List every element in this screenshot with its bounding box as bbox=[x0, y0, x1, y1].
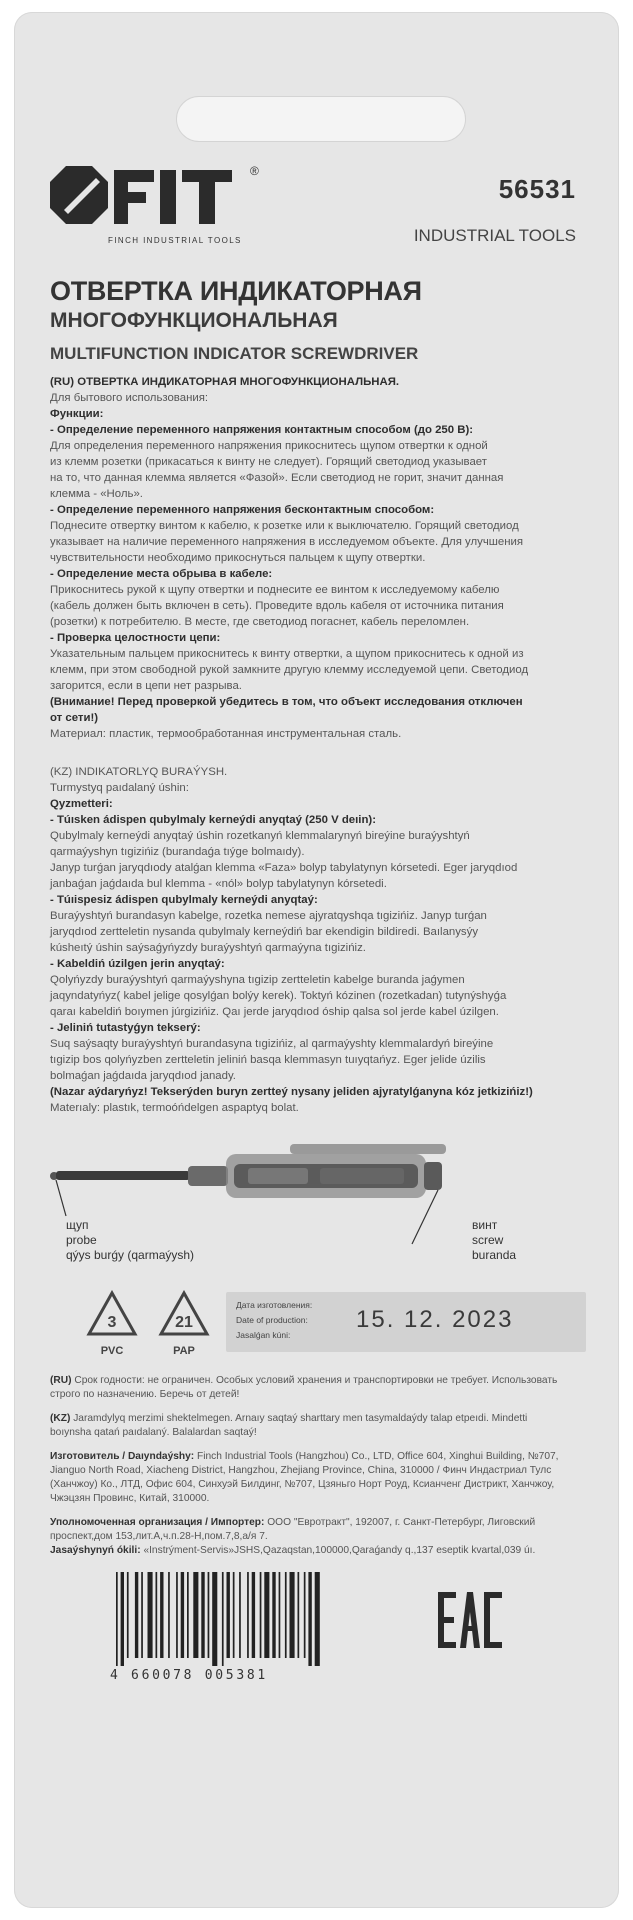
product-code: 56531 bbox=[498, 174, 576, 204]
ru-text-line: (розетки) к потребителю. В месте, где светодиод погаснет, кабель переломлен. bbox=[50, 616, 470, 628]
ru-text-line: - Проверка целостности цепи: bbox=[50, 632, 221, 644]
kz-text-line: (KZ) INDIKATORLYQ BURAÝYSH. bbox=[50, 766, 228, 778]
ru-text-line: - Определение переменного напряжения контактным способом (до 250 В): bbox=[50, 424, 474, 436]
ru-text-line: - Определение места обрыва в кабеле: bbox=[50, 568, 273, 580]
marking-row bbox=[50, 1284, 590, 1374]
ru-text-line: Прикоснитесь рукой к щупу отвертки и поднесите ее винтом к исследуемому кабелю bbox=[50, 584, 500, 596]
brand-tagline: INDUSTRIAL TOOLS bbox=[413, 226, 576, 245]
eac-mark bbox=[438, 1590, 502, 1652]
kz-text-line: Materıaly: plastık, termoóńdelgen aspaptyq bolat. bbox=[50, 1102, 299, 1114]
kz-text-line: Suq saýsaqty buraýyshtyń burandasyna tıgizińiz, al qarmaýyshty klemmalardyń bireýine bbox=[50, 1038, 494, 1050]
kz-text-line: tıgizip bos qolyńyzben zertteletin jeliniń basqa klemmasyn tuıyqtańyz. Eger jelide úzilis bbox=[50, 1054, 486, 1066]
ru-text-line: от сети!) bbox=[50, 712, 99, 724]
kz-text-line: (Nazar aýdaryńyz! Tekserýden buryn zertteý nysany jeliden ajyratylǵanyna kóz jetkizińiz!) bbox=[50, 1086, 533, 1098]
barcode-number: 4 660078 005381 bbox=[110, 1668, 268, 1683]
subtitle-ru: МНОГОФУНКЦИОНАЛЬНАЯ bbox=[50, 309, 338, 332]
kz-text-line: bolmaǵan jaǵdaıda jaryqdıod janady. bbox=[50, 1070, 236, 1082]
recycle-number: 3 bbox=[107, 1314, 117, 1331]
recycle-number: 21 bbox=[175, 1314, 193, 1331]
storage-kz: (KZ) Jaramdylyq merzimi shektelmegen. Arnaıy saqtaý sharttary men tasymaldaýdy talap etpeıdi. Mindetti boıynsha qatań paıdalaný. Balalardan saqtaý! bbox=[50, 1413, 528, 1438]
manufacturer-info: Изготовитель / Daıyndaýshy: Finch Industrial Tools (Hangzhou) Co., LTD, Office 604, Xinghui Building, №707, Jianguo North Road, Xiacheng District, Hangzhou, Zhejiang Province, China, 310000 / Финч Индастриал Тулс (Ханчжоу) Ко., ЛТД, Офис 604, Синхуэй Билдинг, №707, Цзяньго Норт Роуд, Ксианченг Дистрикт, Ханчжоу, Чжэцзян Провинс, Китай, 310000. bbox=[50, 1451, 559, 1504]
barcode-bars bbox=[110, 1572, 410, 1666]
package-content bbox=[50, 160, 590, 1692]
probe-labels: щуп probe qýys burǵy (qarmaýysh) bbox=[66, 1218, 195, 1262]
kz-text-line: - Kabeldiń úzilgen jerin anyqtaý: bbox=[50, 958, 225, 970]
kz-text-line: qarmaýyshyn tıgizińiz (burandaǵa tıýge bolmaıdy). bbox=[50, 846, 305, 858]
hang-hole bbox=[176, 96, 466, 142]
ru-text-line: на то, что данная клемма является «Фазой». Если светодиод не горит, значит данная bbox=[50, 472, 504, 484]
kz-text-line: - Jeliniń tutastyǵyn tekserý: bbox=[50, 1022, 201, 1034]
kz-text-line: Qyzmetteri: bbox=[50, 798, 113, 810]
registered-mark: ® bbox=[250, 164, 259, 178]
ru-text-line: Поднесите отвертку винтом к кабелю, к розетке или к выключателю. Горящий светодиод bbox=[50, 520, 519, 532]
instructions-kz bbox=[50, 764, 590, 1116]
storage-ru: (RU) Срок годности: не ограничен. Особых условий хранения и транспортировки не требует. Использовать строго по назначению. Беречь от детей! bbox=[50, 1375, 558, 1400]
kz-text-line: kúsheıtý úshin saýsaǵyńyzdy buraýyshtyń qarmaýyna tıgizińiz. bbox=[50, 942, 366, 954]
ru-text-line: Указательным пальцем прикоснитесь к винту отвертки, а щупом прикоснитесь к одной из bbox=[50, 648, 524, 660]
kz-text-line: Buraýyshtyń burandasyn kabelge, rozetka nemese ajyratqyshqa tıgizińiz. Janyp turǵan bbox=[50, 910, 487, 922]
footer-row bbox=[50, 1572, 590, 1692]
screw-labels: винт screw buranda bbox=[472, 1218, 517, 1262]
kz-text-line: - Túıispesiz ádispen qubylmaly kerneýdi anyqtaý: bbox=[50, 894, 318, 906]
importer-info: Уполномоченная организация / Импортер: ООО "Евротракт", 192007, г. Санкт-Петербург, Лиговский проспект,дом 153,лит.А,ч.п.28-Н,пом.7,8,а/я 7. bbox=[50, 1517, 536, 1542]
ru-text-line: (RU) ОТВЕРТКА ИНДИКАТОРНАЯ МНОГОФУНКЦИОНАЛЬНАЯ. bbox=[50, 376, 400, 388]
recycle-icon bbox=[158, 1290, 210, 1338]
production-date-labels: Дата изготовления: Date of production: Jasalǵan kúni: bbox=[236, 1300, 313, 1340]
kz-text-line: Qubylmaly kerneýdi anyqtaý úshin rozetkanyń klemmalarynyń bireýine buraýyshtyń bbox=[50, 830, 470, 842]
fit-logo-mark bbox=[50, 164, 250, 236]
ru-text-line: Для определения переменного напряжения прикоснитесь щупом отвертки к одной bbox=[50, 440, 488, 452]
kz-text-line: jaryqdıod zertteletin nysanda qubylmaly kerneýdiń bar ekendigin bildiredi. Baılanysýy bbox=[50, 926, 479, 938]
kz-text-line: jaqyndatyńyz( kabel jelige qosylǵan bolýy kerek). Toktyń kózinen (rozetkadan) tutynýshyǵa bbox=[50, 990, 507, 1002]
header bbox=[50, 160, 590, 270]
fit-logo bbox=[50, 164, 270, 244]
ru-text-line: чувствительности необходимо прикоснуться пальцем к щупу отвертки. bbox=[50, 552, 426, 564]
logo-subtitle: FINCH INDUSTRIAL TOOLS bbox=[108, 236, 242, 245]
production-date: 15. 12. 2023 bbox=[356, 1306, 514, 1333]
eac-logo bbox=[438, 1590, 502, 1652]
kz-text-line: qaraı kabeldiń boıymen júrgizińiz. Qaı jerde jaryqdıod óship qalsa sol jerde kabel úzilgen. bbox=[50, 1006, 499, 1018]
production-date-box bbox=[226, 1292, 586, 1352]
recycle-caption: PAP bbox=[173, 1345, 195, 1357]
title-en: MULTIFUNCTION INDICATOR SCREWDRIVER bbox=[50, 344, 419, 363]
ru-text-line: указывает на наличие переменного напряжения в исследуемом объекте. Для улучшения bbox=[50, 536, 524, 548]
recycle-pap bbox=[156, 1290, 212, 1360]
recycle-pvc bbox=[84, 1290, 140, 1360]
barcode bbox=[110, 1572, 410, 1684]
ru-text-line: загорится, если в цепи нет разрыва. bbox=[50, 680, 242, 692]
ru-text-line: Функции: bbox=[50, 408, 104, 420]
ru-text-line: клемма - «Ноль». bbox=[50, 488, 143, 500]
recycle-caption: PVC bbox=[100, 1345, 124, 1357]
kz-text-line: - Túısken ádispen qubylmaly kerneýdi anyqtaý (250 V deıin): bbox=[50, 814, 376, 826]
kz-text-line: Qolyńyzdy buraýyshtyń qarmaýyshyna tıgizip zertteletin kabelge buranda jaǵymen bbox=[50, 974, 465, 986]
instructions-ru bbox=[50, 374, 590, 742]
screwdriver-diagram bbox=[50, 1124, 590, 1284]
recycle-icon bbox=[86, 1290, 138, 1338]
ru-text-line: (кабель должен быть включен в сеть). Проведите вдоль кабеля от источника питания bbox=[50, 600, 504, 612]
kz-text-line: Janyp turǵan jaryqdıody atalǵan klemma «Faza» bolyp tabylatynyn kórsetedi. Eger jaryqdıod bbox=[50, 862, 518, 874]
ru-text-line: из клемм розетки (прикасаться к винту не следует). Горящий светодиод указывает bbox=[50, 456, 487, 468]
kz-text-line: janbaǵan jaǵdaıda bul klemma - «nól» bolyp tabylatynyn kórsetedi. bbox=[50, 878, 387, 890]
kz-text-line: Turmystyq paıdalaný úshin: bbox=[50, 782, 189, 794]
ru-text-line: (Внимание! Перед проверкой убедитесь в том, что объект исследования отключен bbox=[50, 696, 523, 708]
ru-text-line: клемм, при этом свободной рукой замкните другую клемму исследуемой цепи. Светодиод bbox=[50, 664, 529, 676]
ru-text-line: - Определение переменного напряжения бесконтактным способом: bbox=[50, 504, 435, 516]
ru-text-line: Для бытового использования: bbox=[50, 392, 209, 404]
title-ru: ОТВЕРТКА ИНДИКАТОРНАЯ bbox=[50, 276, 422, 306]
agent-info: Jasaýshynyń ókili: «Instrýment-Servis»JSHS,Qazaqstan,100000,Qaraǵandy q.,137 eseptik kvartal,039 úı. bbox=[50, 1545, 536, 1556]
ru-text-line: Материал: пластик, термообработанная инструментальная сталь. bbox=[50, 728, 402, 740]
